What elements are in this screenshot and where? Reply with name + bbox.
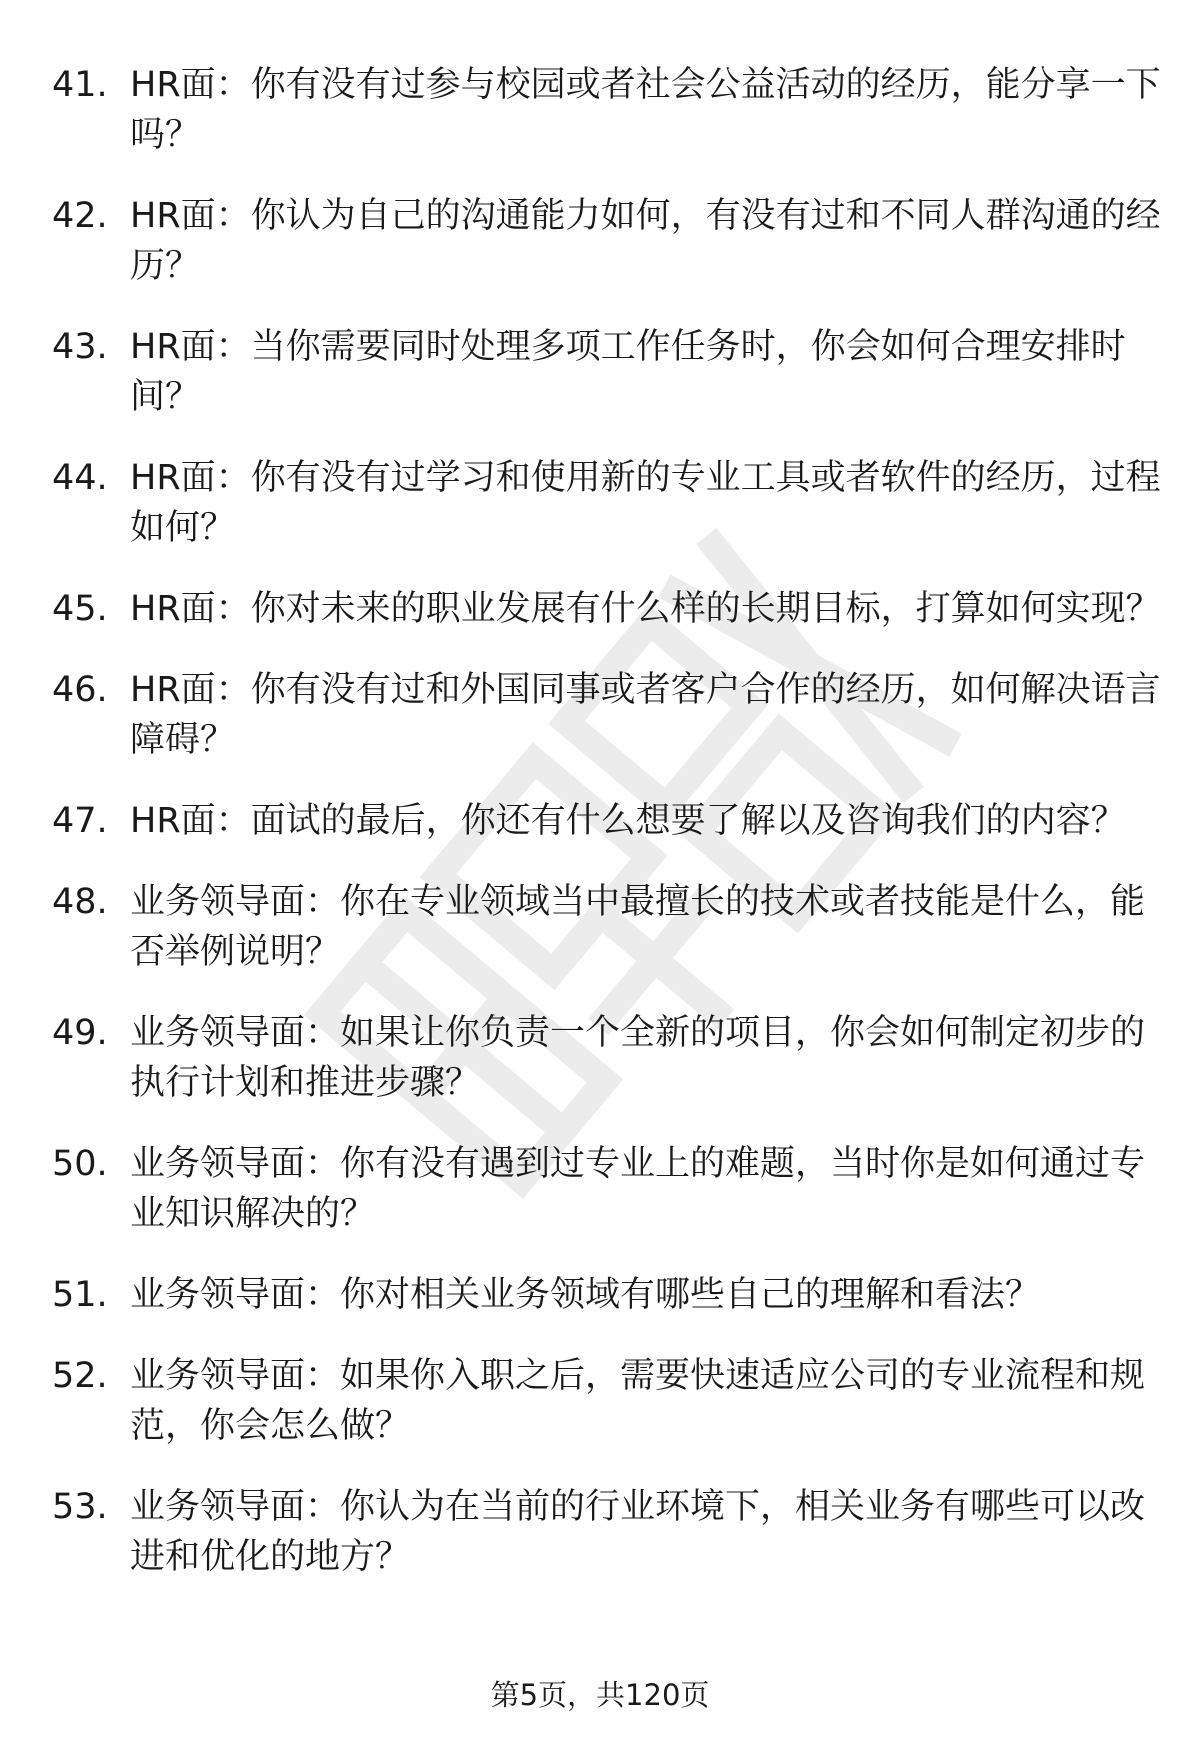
question-text: 业务领导面：你有没有遇到过专业上的难题，当时你是如何通过专业知识解决的？ — [130, 1144, 1146, 1234]
list-item — [52, 1482, 1162, 1582]
question-text: HR面：你有没有过参与校园或者社会公益活动的经历，能分享一下吗？ — [130, 65, 1161, 155]
question-text: HR面：你认为自己的沟通能力如何，有没有过和不同人群沟通的经历？ — [130, 196, 1161, 286]
list-item — [52, 877, 1162, 977]
question-text: HR面：你有没有过学习和使用新的专业工具或者软件的经历，过程如何？ — [130, 458, 1161, 548]
list-item — [52, 796, 1162, 846]
list-item — [52, 322, 1162, 422]
question-number: 52. — [52, 1356, 108, 1396]
question-number: 49. — [52, 1013, 108, 1053]
question-text: HR面：当你需要同时处理多项工作任务时，你会如何合理安排时间？ — [130, 327, 1126, 417]
list-item — [52, 1270, 1162, 1320]
question-text: HR面：面试的最后，你还有什么想要了解以及咨询我们的内容？ — [130, 801, 1126, 841]
list-item — [52, 191, 1162, 291]
question-number: 44. — [52, 458, 108, 498]
question-number: 45. — [52, 589, 108, 629]
question-number: 42. — [52, 196, 108, 236]
question-text: HR面：你有没有过和外国同事或者客户合作的经历，如何解决语言障碍？ — [130, 670, 1161, 760]
list-item — [52, 60, 1162, 160]
question-number: 47. — [52, 801, 108, 841]
question-number: 46. — [52, 670, 108, 710]
list-item — [52, 1351, 1162, 1451]
list-item — [52, 453, 1162, 553]
question-number: 43. — [52, 327, 108, 367]
question-text: HR面：你对未来的职业发展有什么样的长期目标，打算如何实现？ — [130, 589, 1161, 629]
question-number: 41. — [52, 65, 108, 105]
question-text: 业务领导面：如果让你负责一个全新的项目，你会如何制定初步的执行计划和推进步骤？ — [130, 1013, 1146, 1103]
question-list — [52, 60, 1162, 1613]
list-item — [52, 584, 1162, 634]
question-text: 业务领导面：如果你入职之后，需要快速适应公司的专业流程和规范，你会怎么做？ — [130, 1356, 1146, 1446]
page-footer: 第5页，共120页 — [490, 1678, 710, 1712]
question-text: 业务领导面：你对相关业务领域有哪些自己的理解和看法？ — [130, 1275, 1041, 1315]
list-item — [52, 665, 1162, 765]
question-number: 51. — [52, 1275, 108, 1315]
list-item — [52, 1008, 1162, 1108]
list-item — [52, 1139, 1162, 1239]
question-number: 50. — [52, 1144, 108, 1184]
question-text: 业务领导面：你认为在当前的行业环境下，相关业务有哪些可以改进和优化的地方？ — [130, 1487, 1146, 1577]
question-text: 业务领导面：你在专业领域当中最擅长的技术或者技能是什么，能否举例说明？ — [130, 882, 1146, 972]
question-number: 48. — [52, 882, 108, 922]
question-number: 53. — [52, 1487, 108, 1527]
